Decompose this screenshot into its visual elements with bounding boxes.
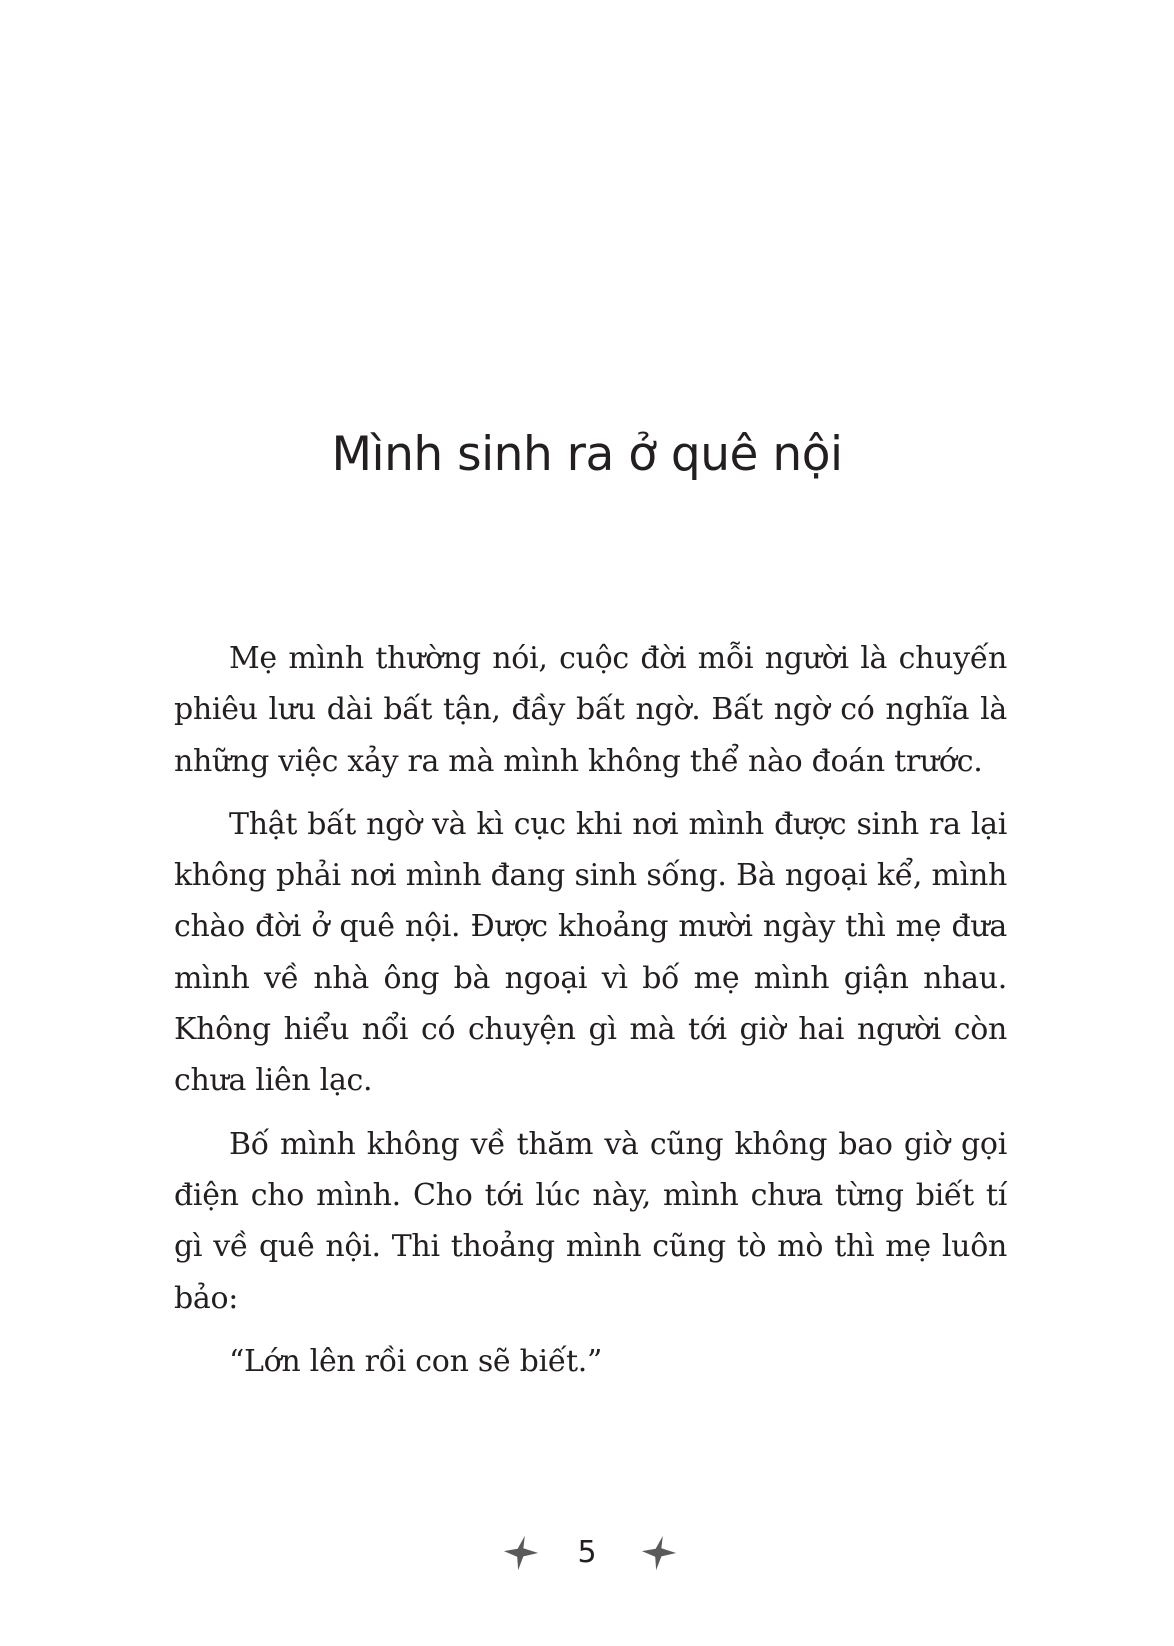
body-text — [174, 633, 1007, 1399]
star-icon — [640, 1534, 678, 1572]
paragraph: Thật bất ngờ và kì cục khi nơi mình được sinh ra lại không phải nơi mình đang sinh sống. Bà ngoại kể, mình chào đời ở quê nội. Được khoảng mười ngày thì mẹ đưa mình về nhà ông bà ngoại vì bố mẹ mình giận nhau. Không hiểu nổi có chuyện gì mà tới giờ hai người còn chưa liên lạc. — [174, 806, 1007, 1099]
paragraph: Bố mình không về thăm và cũng không bao giờ gọi điện cho mình. Cho tới lúc này, mình chưa từng biết tí gì về quê nội. Thi thoảng mình cũng tò mò thì mẹ luôn bảo: — [174, 1126, 1007, 1316]
page-number: 5 — [577, 1535, 597, 1570]
paragraph: Mẹ mình thường nói, cuộc đời mỗi người là chuyến phiêu lưu dài bất tận, đầy bất ngờ. Bất ngờ có nghĩa là những việc xảy ra mà mình không thể nào đoán trước. — [174, 641, 1007, 779]
page-footer — [0, 1528, 1174, 1578]
chapter-title: Mình sinh ra ở quê nội — [331, 427, 843, 482]
star-icon — [502, 1534, 540, 1572]
paragraph: “Lớn lên rồi con sẽ biết.” — [229, 1343, 603, 1379]
